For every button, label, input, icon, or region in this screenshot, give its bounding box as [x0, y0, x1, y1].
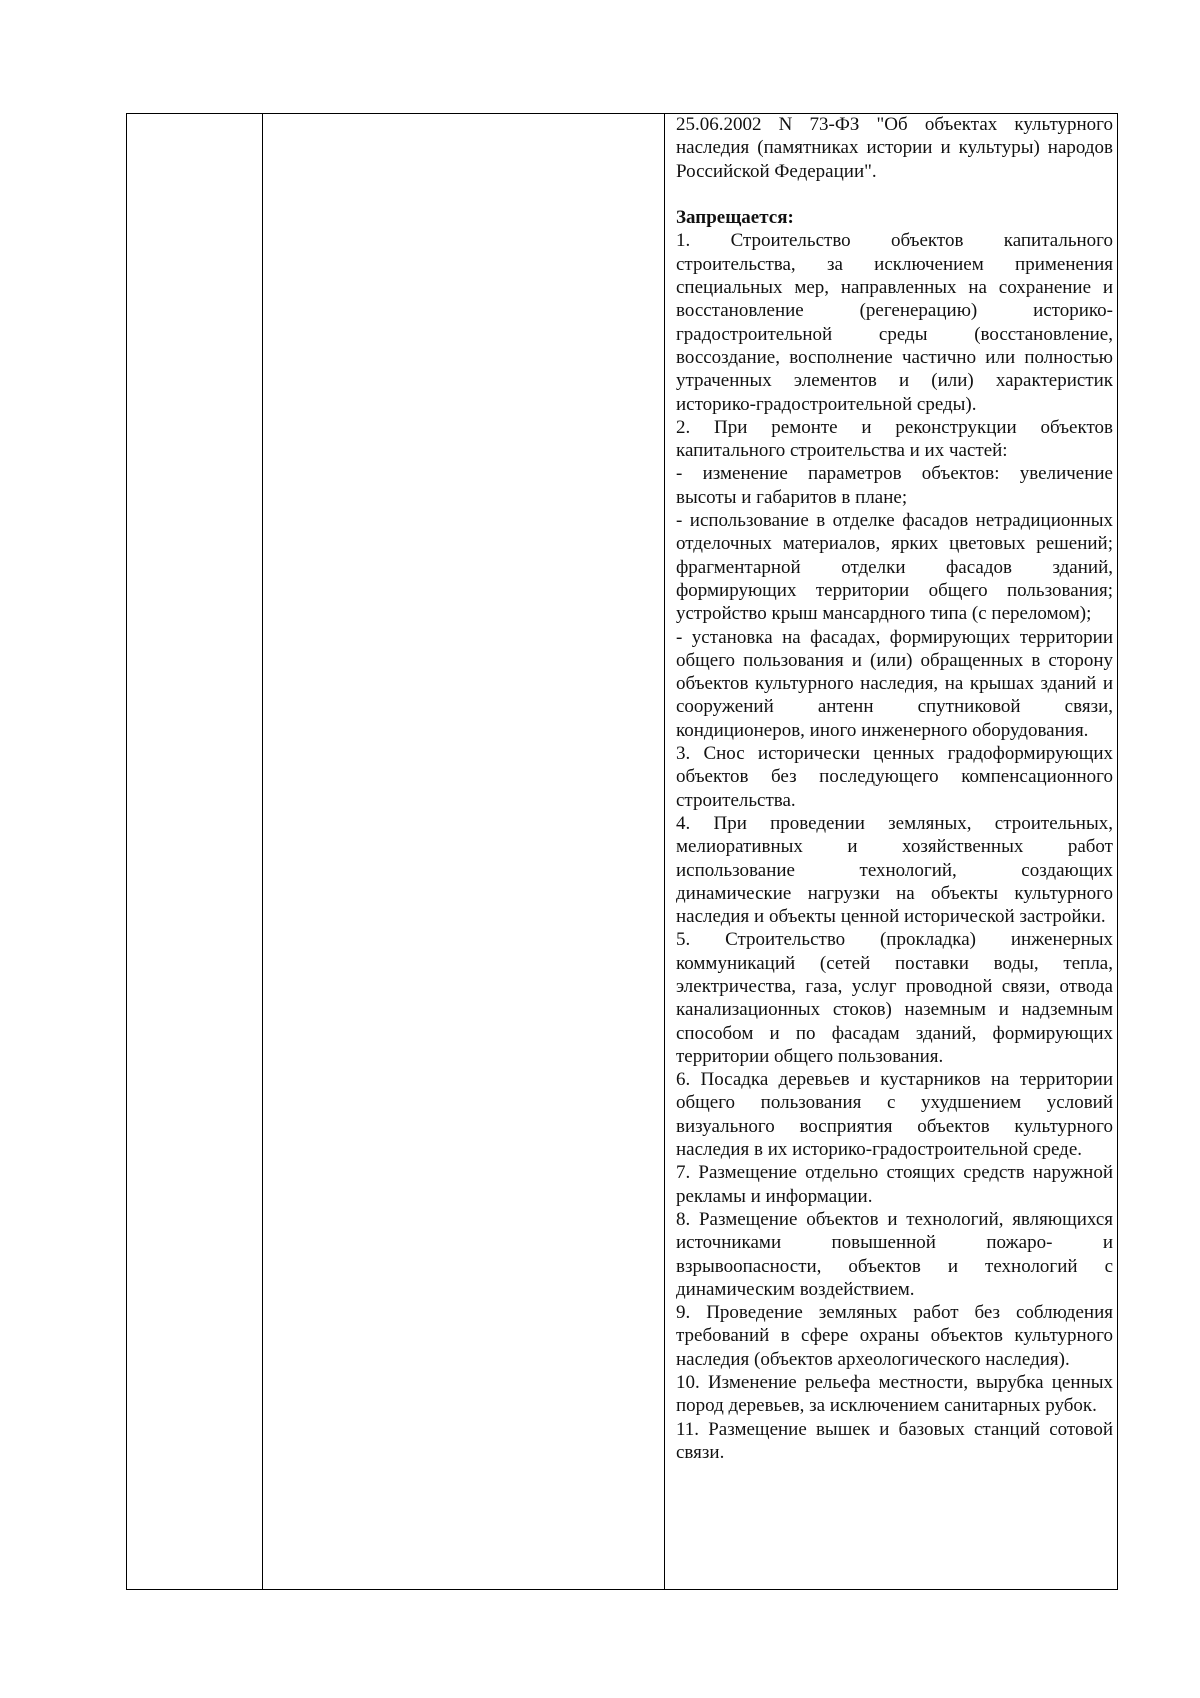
- restrictions-text: [665, 113, 1117, 1464]
- list-item: 9. Проведение земляных работ без соблюдения требований в сфере охраны объектов культурного наследия (объектов археологического наследия).: [676, 1302, 1113, 1370]
- regulation-table: [126, 113, 1118, 1590]
- table-cell-empty-2: [263, 114, 665, 1590]
- list-item: 4. При проведении земляных, строительных, мелиоративных и хозяйственных работ использование технологий, создающих динамические нагрузки на объекты культурного наследия и объекты ценной исторической застройки.: [676, 812, 1113, 928]
- list-item: 7. Размещение отдельно стоящих средств наружной рекламы и информации.: [676, 1162, 1113, 1207]
- table-cell-restrictions: [665, 114, 1118, 1590]
- paragraph-spacer: [676, 183, 1113, 206]
- table-row: [127, 114, 1118, 1590]
- list-item: 10. Изменение рельефа местности, вырубка ценных пород деревьев, за исключением санитарных рубок.: [676, 1372, 1113, 1417]
- list-item: 3. Снос исторически ценных градоформирующих объектов без последующего компенсационного строительства.: [676, 743, 1113, 811]
- list-item: 5. Строительство (прокладка) инженерных коммуникаций (сетей поставки воды, тепла, электричества, газа, услуг проводной связи, отвода канализационных стоков) наземным и надземным способом и по фасадам зданий, формирующих территории общего пользования.: [676, 929, 1113, 1067]
- list-item: 1. Строительство объектов капитального строительства, за исключением применения специальных мер, направленных на сохранение и восстановление (регенерацию) историко-градостроительной среды (восстановление, воссоздание, восполнение частично или полностью утраченных элементов и (или) характеристик историко-градостроительной среды).: [676, 230, 1113, 415]
- section-heading: Запрещается:: [676, 207, 794, 229]
- list-item: 8. Размещение объектов и технологий, являющихся источниками повышенной пожаро- и взрывоопасности, объектов и технологий с динамическим воздействием.: [676, 1208, 1113, 1300]
- list-item: - использование в отделке фасадов нетрадиционных отделочных материалов, ярких цветовых решений; фрагментарной отделки фасадов зданий, формирующих территории общего пользования; устройство крыш мансардного типа (с переломом);: [676, 510, 1113, 625]
- intro-paragraph: 25.06.2002 N 73-ФЗ "Об объектах культурного наследия (памятниках истории и культуры) народов Российской Федерации".: [676, 114, 1113, 182]
- list-item: - изменение параметров объектов: увеличение высоты и габаритов в плане;: [676, 463, 1113, 508]
- table-cell-empty-1: [127, 114, 263, 1590]
- list-item: 6. Посадка деревьев и кустарников на территории общего пользования с ухудшением условий визуального восприятия объектов культурного наследия в их историко-градостроительной среде.: [676, 1069, 1113, 1161]
- list-item: 2. При ремонте и реконструкции объектов капитального строительства и их частей:: [676, 416, 1113, 462]
- list-item: - установка на фасадах, формирующих территории общего пользования и (или) обращенных в сторону объектов культурного наследия, на крышах зданий и сооружений антенн спутниковой связи, кондиционеров, иного инженерного оборудования.: [676, 626, 1113, 741]
- list-item: 11. Размещение вышек и базовых станций сотовой связи.: [676, 1418, 1113, 1463]
